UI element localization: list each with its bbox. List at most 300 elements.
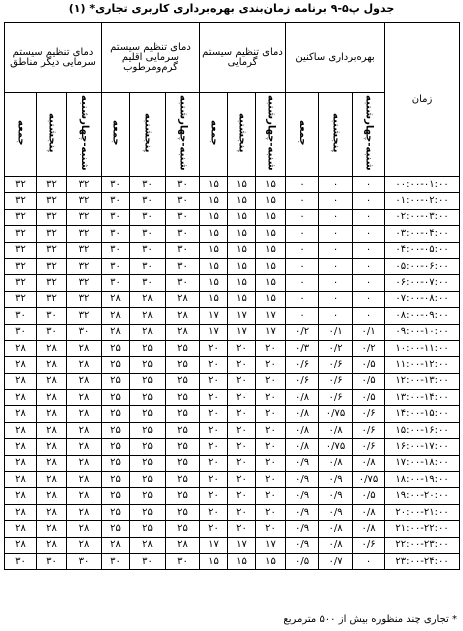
value-cell: ۳۲: [5, 258, 37, 274]
value-cell: ۳۲: [37, 226, 67, 242]
value-cell: ۲۵: [130, 472, 166, 488]
value-cell: ۰/۵: [286, 553, 319, 569]
schedule-body: [5, 177, 460, 570]
value-cell: ۲۵: [130, 422, 166, 438]
value-cell: ۲۸: [37, 455, 67, 471]
value-cell: ۱۵: [228, 193, 256, 209]
value-cell: ۰: [319, 275, 353, 291]
value-cell: ۲۰: [228, 455, 256, 471]
value-cell: ۲۵: [102, 455, 130, 471]
table-row: [5, 439, 460, 455]
table-row: [5, 390, 460, 406]
value-cell: ۲۸: [67, 357, 102, 373]
value-cell: ۲۰: [200, 422, 228, 438]
value-cell: ۱۵: [200, 242, 228, 258]
value-cell: ۲۸: [5, 357, 37, 373]
value-cell: ۲۸: [166, 324, 200, 340]
value-cell: ۰: [286, 291, 319, 307]
value-cell: ۲۵: [102, 390, 130, 406]
value-cell: ۲۸: [37, 521, 67, 537]
value-cell: ۰: [319, 226, 353, 242]
value-cell: ۰: [353, 209, 385, 225]
value-cell: ۲۸: [166, 291, 200, 307]
value-cell: ۲۸: [67, 504, 102, 520]
value-cell: ۳۲: [37, 193, 67, 209]
time-cell: ۱۲:۰۰-۱۳:۰۰: [385, 373, 460, 389]
value-cell: ۳۲: [37, 291, 67, 307]
value-cell: ۱۵: [228, 209, 256, 225]
value-cell: ۲۵: [166, 488, 200, 504]
value-cell: ۰: [353, 275, 385, 291]
table-row: [5, 258, 460, 274]
value-cell: ۲۸: [5, 488, 37, 504]
value-cell: ۰/۶: [353, 422, 385, 438]
value-cell: ۲۰: [228, 439, 256, 455]
day-header: پنجشنبه: [37, 93, 67, 177]
day-header: جمعه: [5, 93, 37, 177]
value-cell: ۳۲: [67, 242, 102, 258]
value-cell: ۲۵: [102, 340, 130, 356]
value-cell: ۲۰: [200, 390, 228, 406]
value-cell: ۲۸: [37, 373, 67, 389]
value-cell: ۲۸: [5, 537, 37, 553]
value-cell: ۲۰: [256, 455, 286, 471]
value-cell: ۰: [286, 177, 319, 193]
value-cell: ۲۰: [228, 406, 256, 422]
value-cell: ۳۲: [67, 308, 102, 324]
time-cell: ۰۳:۰۰-۰۴:۰۰: [385, 226, 460, 242]
value-cell: ۲۸: [67, 422, 102, 438]
day-header: جمعه: [286, 93, 319, 177]
value-cell: ۲۸: [5, 504, 37, 520]
time-cell: ۰۱:۰۰-۰۲:۰۰: [385, 193, 460, 209]
value-cell: ۰/۸: [353, 455, 385, 471]
table-row: [5, 504, 460, 520]
value-cell: ۳۲: [5, 209, 37, 225]
value-cell: ۳۰: [37, 308, 67, 324]
table-row: [5, 275, 460, 291]
value-cell: ۲۵: [130, 455, 166, 471]
value-cell: ۰/۸: [286, 439, 319, 455]
group-header-cooling-humid: دمای تنظیم سیستم سرمایی اقلیم گرم‌ومرطوب: [102, 23, 200, 93]
day-header: شنبه-چهارشنبه: [256, 93, 286, 177]
value-cell: ۲۸: [37, 340, 67, 356]
value-cell: ۰/۶: [353, 406, 385, 422]
value-cell: ۲۸: [102, 324, 130, 340]
table-row: [5, 226, 460, 242]
value-cell: ۱۵: [256, 242, 286, 258]
value-cell: ۳۰: [102, 226, 130, 242]
value-cell: ۲۸: [67, 439, 102, 455]
value-cell: ۰: [319, 242, 353, 258]
value-cell: ۲۸: [37, 390, 67, 406]
value-cell: ۲۰: [200, 521, 228, 537]
value-cell: ۲۵: [166, 406, 200, 422]
time-cell: ۱۷:۰۰-۱۸:۰۰: [385, 455, 460, 471]
time-cell: ۰۵:۰۰-۰۶:۰۰: [385, 258, 460, 274]
table-row: [5, 324, 460, 340]
value-cell: ۲۵: [166, 472, 200, 488]
value-cell: ۳۰: [166, 275, 200, 291]
table-row: [5, 537, 460, 553]
value-cell: ۲۰: [228, 422, 256, 438]
value-cell: ۲۸: [67, 472, 102, 488]
value-cell: ۰/۸: [319, 521, 353, 537]
time-cell: ۲۰:۰۰-۲۱:۰۰: [385, 504, 460, 520]
value-cell: ۲۰: [256, 406, 286, 422]
value-cell: ۲۵: [102, 373, 130, 389]
value-cell: ۰/۳: [286, 340, 319, 356]
value-cell: ۳۰: [130, 177, 166, 193]
value-cell: ۲۰: [256, 422, 286, 438]
value-cell: ۳۰: [130, 226, 166, 242]
value-cell: ۲۸: [5, 340, 37, 356]
table-row: [5, 472, 460, 488]
value-cell: ۰/۸: [286, 390, 319, 406]
value-cell: ۱۵: [256, 209, 286, 225]
value-cell: ۳۰: [5, 308, 37, 324]
value-cell: ۰/۸: [286, 422, 319, 438]
value-cell: ۱۵: [228, 553, 256, 569]
value-cell: ۲۸: [5, 455, 37, 471]
value-cell: ۳۲: [37, 209, 67, 225]
value-cell: ۱۵: [228, 258, 256, 274]
value-cell: ۰/۶: [319, 373, 353, 389]
value-cell: ۱۵: [256, 177, 286, 193]
value-cell: ۰/۹: [319, 488, 353, 504]
value-cell: ۰: [286, 193, 319, 209]
value-cell: ۲۸: [166, 308, 200, 324]
value-cell: ۰/۹: [286, 455, 319, 471]
value-cell: ۲۸: [67, 537, 102, 553]
time-cell: ۰۶:۰۰-۰۷:۰۰: [385, 275, 460, 291]
value-cell: ۳۰: [166, 242, 200, 258]
value-cell: ۰: [353, 193, 385, 209]
time-cell: ۱۰:۰۰-۱۱:۰۰: [385, 340, 460, 356]
value-cell: ۳۰: [5, 324, 37, 340]
value-cell: ۲۰: [200, 488, 228, 504]
value-cell: ۲۰: [200, 357, 228, 373]
day-header: پنجشنبه: [319, 93, 353, 177]
value-cell: ۰/۵: [353, 488, 385, 504]
value-cell: ۰/۸: [319, 455, 353, 471]
table-row: [5, 291, 460, 307]
value-cell: ۲۵: [130, 521, 166, 537]
value-cell: ۲۵: [130, 357, 166, 373]
value-cell: ۲۰: [200, 439, 228, 455]
schedule-table: [4, 22, 460, 570]
value-cell: ۲۵: [102, 439, 130, 455]
value-cell: ۳۰: [102, 193, 130, 209]
value-cell: ۳۲: [5, 226, 37, 242]
value-cell: ۲۵: [102, 488, 130, 504]
value-cell: ۲۸: [67, 340, 102, 356]
value-cell: ۲۵: [166, 390, 200, 406]
value-cell: ۳۰: [37, 553, 67, 569]
value-cell: ۲۸: [102, 291, 130, 307]
value-cell: ۲۸: [37, 537, 67, 553]
value-cell: ۲۰: [200, 504, 228, 520]
value-cell: ۲۵: [102, 406, 130, 422]
value-cell: ۲۰: [256, 357, 286, 373]
table-row: [5, 406, 460, 422]
day-header: جمعه: [200, 93, 228, 177]
value-cell: ۰/۱: [319, 324, 353, 340]
value-cell: ۲۰: [228, 340, 256, 356]
value-cell: ۲۸: [5, 439, 37, 455]
value-cell: ۱۷: [256, 537, 286, 553]
value-cell: ۰: [286, 242, 319, 258]
value-cell: ۱۷: [256, 324, 286, 340]
group-header-cooling-other: دمای تنظیم سیستم سرمایی دیگر مناطق: [5, 23, 102, 93]
value-cell: ۰: [353, 553, 385, 569]
value-cell: ۲۵: [166, 373, 200, 389]
value-cell: ۳۲: [5, 177, 37, 193]
value-cell: ۱۵: [228, 291, 256, 307]
value-cell: ۲۰: [228, 390, 256, 406]
value-cell: ۲۸: [102, 308, 130, 324]
value-cell: ۳۰: [102, 209, 130, 225]
value-cell: ۲۰: [228, 357, 256, 373]
value-cell: ۲۰: [228, 488, 256, 504]
value-cell: ۱۵: [228, 177, 256, 193]
table-row: [5, 373, 460, 389]
value-cell: ۲۵: [130, 488, 166, 504]
value-cell: ۰/۷۵: [319, 406, 353, 422]
value-cell: ۰: [286, 226, 319, 242]
value-cell: ۳۲: [67, 258, 102, 274]
day-header: شنبه-چهارشنبه: [353, 93, 385, 177]
value-cell: ۰/۹: [286, 504, 319, 520]
value-cell: ۰: [286, 258, 319, 274]
table-row: [5, 553, 460, 569]
value-cell: ۳۲: [67, 177, 102, 193]
value-cell: ۳۰: [166, 226, 200, 242]
value-cell: ۲۰: [228, 504, 256, 520]
value-cell: ۳۰: [166, 193, 200, 209]
value-cell: ۰: [353, 242, 385, 258]
value-cell: ۰/۲: [286, 324, 319, 340]
value-cell: ۱۵: [256, 193, 286, 209]
value-cell: ۲۸: [130, 291, 166, 307]
value-cell: ۳۲: [37, 242, 67, 258]
value-cell: ۳۰: [130, 553, 166, 569]
time-cell: ۱۶:۰۰-۱۷:۰۰: [385, 439, 460, 455]
day-header: پنجشنبه: [130, 93, 166, 177]
value-cell: ۲۰: [200, 373, 228, 389]
time-cell: ۰۷:۰۰-۰۸:۰۰: [385, 291, 460, 307]
day-header: جمعه: [102, 93, 130, 177]
value-cell: ۳۰: [67, 553, 102, 569]
value-cell: ۱۷: [200, 537, 228, 553]
value-cell: ۱۷: [228, 324, 256, 340]
value-cell: ۲۵: [102, 472, 130, 488]
value-cell: ۱۵: [256, 226, 286, 242]
value-cell: ۲۸: [37, 406, 67, 422]
value-cell: ۱۷: [200, 324, 228, 340]
value-cell: ۲۰: [256, 373, 286, 389]
value-cell: ۱۵: [200, 177, 228, 193]
table-row: [5, 521, 460, 537]
value-cell: ۱۵: [256, 275, 286, 291]
day-header: شنبه-چهارشنبه: [67, 93, 102, 177]
value-cell: ۲۸: [37, 488, 67, 504]
value-cell: ۲۸: [5, 521, 37, 537]
value-cell: ۰/۲: [319, 340, 353, 356]
value-cell: ۲۰: [256, 340, 286, 356]
value-cell: ۲۰: [256, 472, 286, 488]
value-cell: ۲۸: [67, 390, 102, 406]
value-cell: ۰: [319, 209, 353, 225]
table-title: جدول پ۵-۹ برنامه زمان‌بندی بهره‌برداری کاربری تجاری* (۱): [68, 2, 395, 15]
value-cell: ۰: [353, 226, 385, 242]
value-cell: ۰/۶: [319, 390, 353, 406]
value-cell: ۰: [319, 258, 353, 274]
value-cell: ۲۰: [200, 340, 228, 356]
value-cell: ۲۵: [166, 422, 200, 438]
value-cell: ۰/۸: [319, 422, 353, 438]
value-cell: ۳۰: [102, 242, 130, 258]
time-cell: ۱۱:۰۰-۱۲:۰۰: [385, 357, 460, 373]
value-cell: ۲۵: [166, 504, 200, 520]
time-cell: ۱۴:۰۰-۱۵:۰۰: [385, 406, 460, 422]
value-cell: ۱۵: [200, 275, 228, 291]
value-cell: ۰/۹: [286, 472, 319, 488]
value-cell: ۲۵: [130, 373, 166, 389]
value-cell: ۰: [319, 193, 353, 209]
value-cell: ۱۵: [256, 553, 286, 569]
table-row: [5, 177, 460, 193]
value-cell: ۲۰: [200, 406, 228, 422]
value-cell: ۲۵: [166, 357, 200, 373]
value-cell: ۰: [319, 308, 353, 324]
value-cell: ۲۸: [166, 537, 200, 553]
value-cell: ۰/۹: [286, 537, 319, 553]
value-cell: ۲۵: [166, 439, 200, 455]
value-cell: ۰: [353, 177, 385, 193]
value-cell: ۲۸: [67, 406, 102, 422]
value-cell: ۰: [353, 308, 385, 324]
value-cell: ۲۰: [256, 488, 286, 504]
value-cell: ۱۷: [256, 308, 286, 324]
time-cell: ۰۹:۰۰-۱۰:۰۰: [385, 324, 460, 340]
value-cell: ۲۸: [37, 422, 67, 438]
value-cell: ۱۷: [200, 308, 228, 324]
value-cell: ۳۰: [166, 177, 200, 193]
value-cell: ۰/۷۵: [319, 439, 353, 455]
value-cell: ۳۰: [102, 553, 130, 569]
value-cell: ۱۵: [200, 209, 228, 225]
value-cell: ۲۵: [166, 521, 200, 537]
table-row: [5, 357, 460, 373]
value-cell: ۲۸: [67, 488, 102, 504]
value-cell: ۳۲: [37, 177, 67, 193]
value-cell: ۳۲: [5, 275, 37, 291]
value-cell: ۰: [353, 291, 385, 307]
day-header: پنجشنبه: [228, 93, 256, 177]
value-cell: ۳۰: [166, 209, 200, 225]
value-cell: ۳۲: [67, 291, 102, 307]
value-cell: ۳۲: [5, 193, 37, 209]
value-cell: ۳۰: [37, 324, 67, 340]
value-cell: ۳۰: [130, 209, 166, 225]
value-cell: ۲۰: [228, 521, 256, 537]
value-cell: ۰/۶: [353, 439, 385, 455]
table-row: [5, 209, 460, 225]
value-cell: ۳۰: [67, 324, 102, 340]
value-cell: ۳۲: [67, 275, 102, 291]
value-cell: ۰/۸: [353, 504, 385, 520]
value-cell: ۰: [353, 258, 385, 274]
value-cell: ۰: [286, 308, 319, 324]
value-cell: ۲۰: [228, 472, 256, 488]
time-cell: ۲۱:۰۰-۲۲:۰۰: [385, 521, 460, 537]
value-cell: ۱۵: [200, 193, 228, 209]
value-cell: ۳۲: [67, 193, 102, 209]
time-cell: ۰۰:۰۰-۰۱:۰۰: [385, 177, 460, 193]
value-cell: ۱۵: [200, 553, 228, 569]
value-cell: ۲۸: [67, 521, 102, 537]
value-cell: ۰/۱: [353, 324, 385, 340]
value-cell: ۲۵: [102, 422, 130, 438]
value-cell: ۲۸: [130, 324, 166, 340]
value-cell: ۲۵: [102, 521, 130, 537]
value-cell: ۱۵: [228, 226, 256, 242]
value-cell: ۰: [319, 291, 353, 307]
time-cell: ۱۸:۰۰-۱۹:۰۰: [385, 472, 460, 488]
value-cell: ۲۸: [130, 308, 166, 324]
value-cell: ۳۲: [5, 242, 37, 258]
value-cell: ۲۵: [102, 504, 130, 520]
value-cell: ۲۰: [256, 521, 286, 537]
time-cell: ۰۴:۰۰-۰۵:۰۰: [385, 242, 460, 258]
value-cell: ۲۸: [5, 472, 37, 488]
value-cell: ۳۰: [166, 258, 200, 274]
value-cell: ۲۸: [67, 373, 102, 389]
value-cell: ۱۵: [256, 291, 286, 307]
time-cell: ۲۳:۰۰-۲۴:۰۰: [385, 553, 460, 569]
value-cell: ۰/۵: [353, 373, 385, 389]
value-cell: ۲۵: [130, 504, 166, 520]
value-cell: ۲۰: [256, 439, 286, 455]
value-cell: ۲۰: [256, 504, 286, 520]
value-cell: ۱۷: [228, 308, 256, 324]
value-cell: ۳۲: [5, 291, 37, 307]
value-cell: ۱۷: [228, 537, 256, 553]
value-cell: ۰/۵: [353, 390, 385, 406]
value-cell: ۲۸: [67, 455, 102, 471]
value-cell: ۳۲: [37, 275, 67, 291]
value-cell: ۳۰: [130, 258, 166, 274]
table-row: [5, 455, 460, 471]
value-cell: ۰/۵: [353, 357, 385, 373]
value-cell: ۰/۸: [319, 537, 353, 553]
value-cell: ۰/۶: [286, 373, 319, 389]
value-cell: ۲۰: [228, 373, 256, 389]
value-cell: ۲۸: [5, 422, 37, 438]
value-cell: ۰/۷۵: [353, 472, 385, 488]
time-cell: ۱۹:۰۰-۲۰:۰۰: [385, 488, 460, 504]
value-cell: ۳۲: [67, 226, 102, 242]
value-cell: ۲۵: [130, 406, 166, 422]
time-cell: ۱۳:۰۰-۱۴:۰۰: [385, 390, 460, 406]
value-cell: ۰: [286, 209, 319, 225]
value-cell: ۱۵: [228, 275, 256, 291]
value-cell: ۲۰: [200, 472, 228, 488]
time-header: زمان: [385, 23, 460, 177]
value-cell: ۰/۶: [353, 537, 385, 553]
table-row: [5, 193, 460, 209]
